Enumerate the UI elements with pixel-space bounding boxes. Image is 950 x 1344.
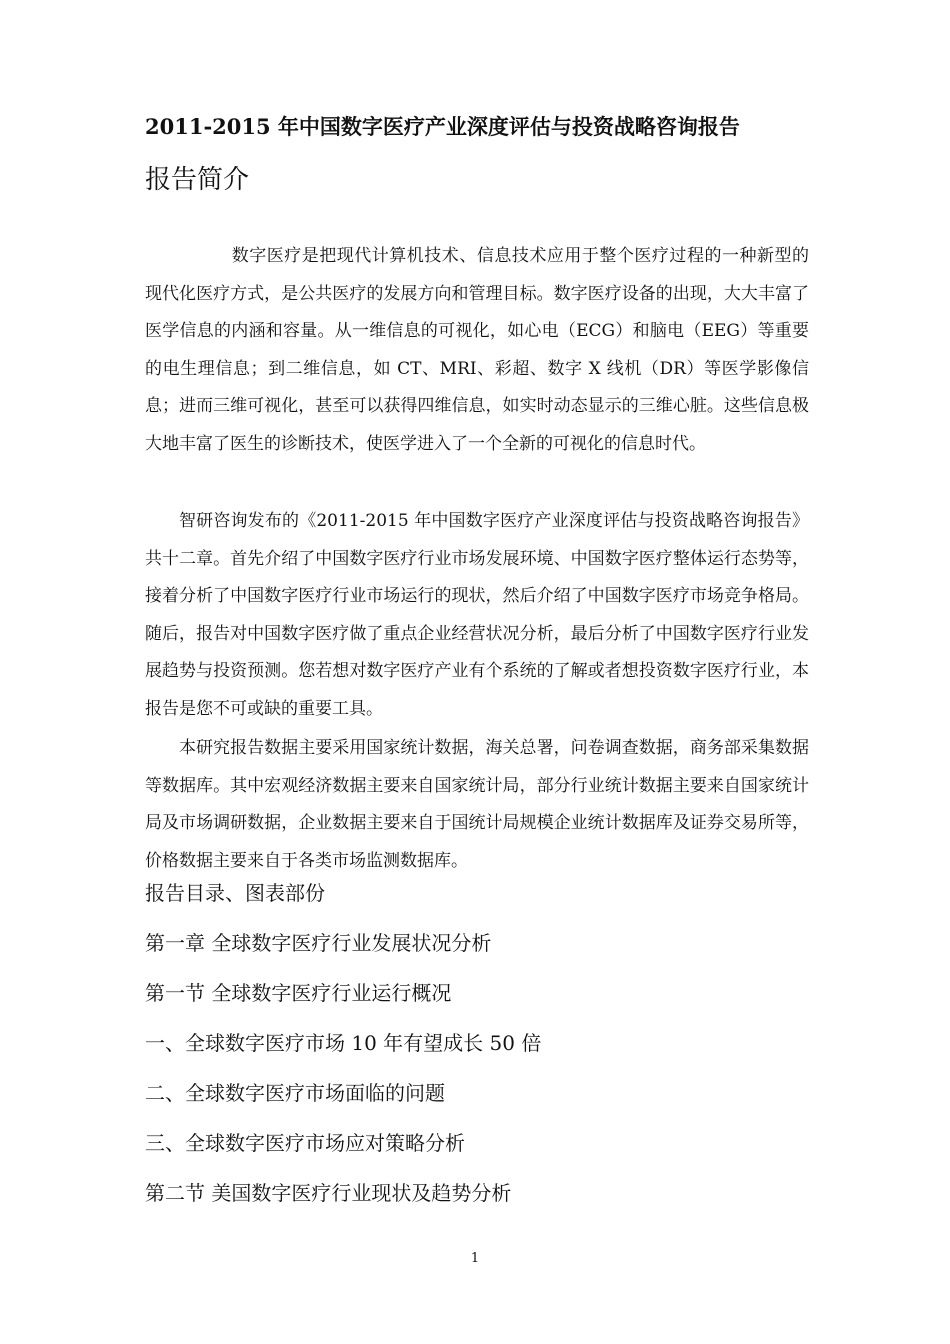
toc-item: 第一节 全球数字医疗行业运行概况 [145,981,452,1005]
intro-paragraph-1: 数字医疗是把现代计算机技术、信息技术应用于整个医疗过程的一种新型的现代化医疗方式，是公共医疗的发展方向和管理目标。数字医疗设备的出现，大大丰富了医学信息的内涵和容量。从一维信息的可视化，如心电（ECG）和脑电（EEG）等重要的电生理信息；到二维信息，如 CT、MRI、彩超、数字 X 线机（DR）等医学影像信息；进而三维可视化，甚至可以获得四维信息，如实时动态显示的三维心脏。这些信息极大地丰富了医生的诊断技术，使医学进入了一个全新的可视化的信息时代。 [145,246,809,454]
toc-item: 第一章 全球数字医疗行业发展状况分析 [145,931,492,955]
toc-item: 第二节 美国数字医疗行业现状及趋势分析 [145,1181,512,1205]
page-number: 1 [470,1251,480,1266]
toc-item: 二、全球数字医疗市场面临的问题 [145,1081,445,1105]
toc-item: 一、全球数字医疗市场 10 年有望成长 50 倍 [145,1031,542,1055]
intro-paragraph-2: 智研咨询发布的《2011-2015 年中国数字医疗产业深度评估与投资战略咨询报告》共十二章。首先介绍了中国数字医疗行业市场发展环境、中国数字医疗整体运行态势等，接着分析了中国数字医疗行业市场运行的现状，然后介绍了中国数字医疗市场竞争格局。随后，报告对中国数字医疗做了重点企业经营状况分析，最后分析了中国数字医疗行业发展趋势与投资预测。您若想对数字医疗产业有个系统的了解或者想投资数字医疗行业，本报告是您不可或缺的重要工具。 [145,511,809,719]
toc-heading: 报告目录、图表部份 [145,881,325,905]
document-title: 2011-2015 年中国数字医疗产业深度评估与投资战略咨询报告 [145,114,740,139]
intro-paragraph-3: 本研究报告数据主要采用国家统计数据，海关总署，问卷调查数据，商务部采集数据等数据库。其中宏观经济数据主要来自国家统计局，部分行业统计数据主要来自国家统计局及市场调研数据，企业数据主要来自于国统计局规模企业统计数据库及证券交易所等，价格数据主要来自于各类市场监测数据库。 [145,738,809,871]
intro-heading: 报告简介 [145,165,250,195]
toc-item: 三、全球数字医疗市场应对策略分析 [145,1131,465,1155]
